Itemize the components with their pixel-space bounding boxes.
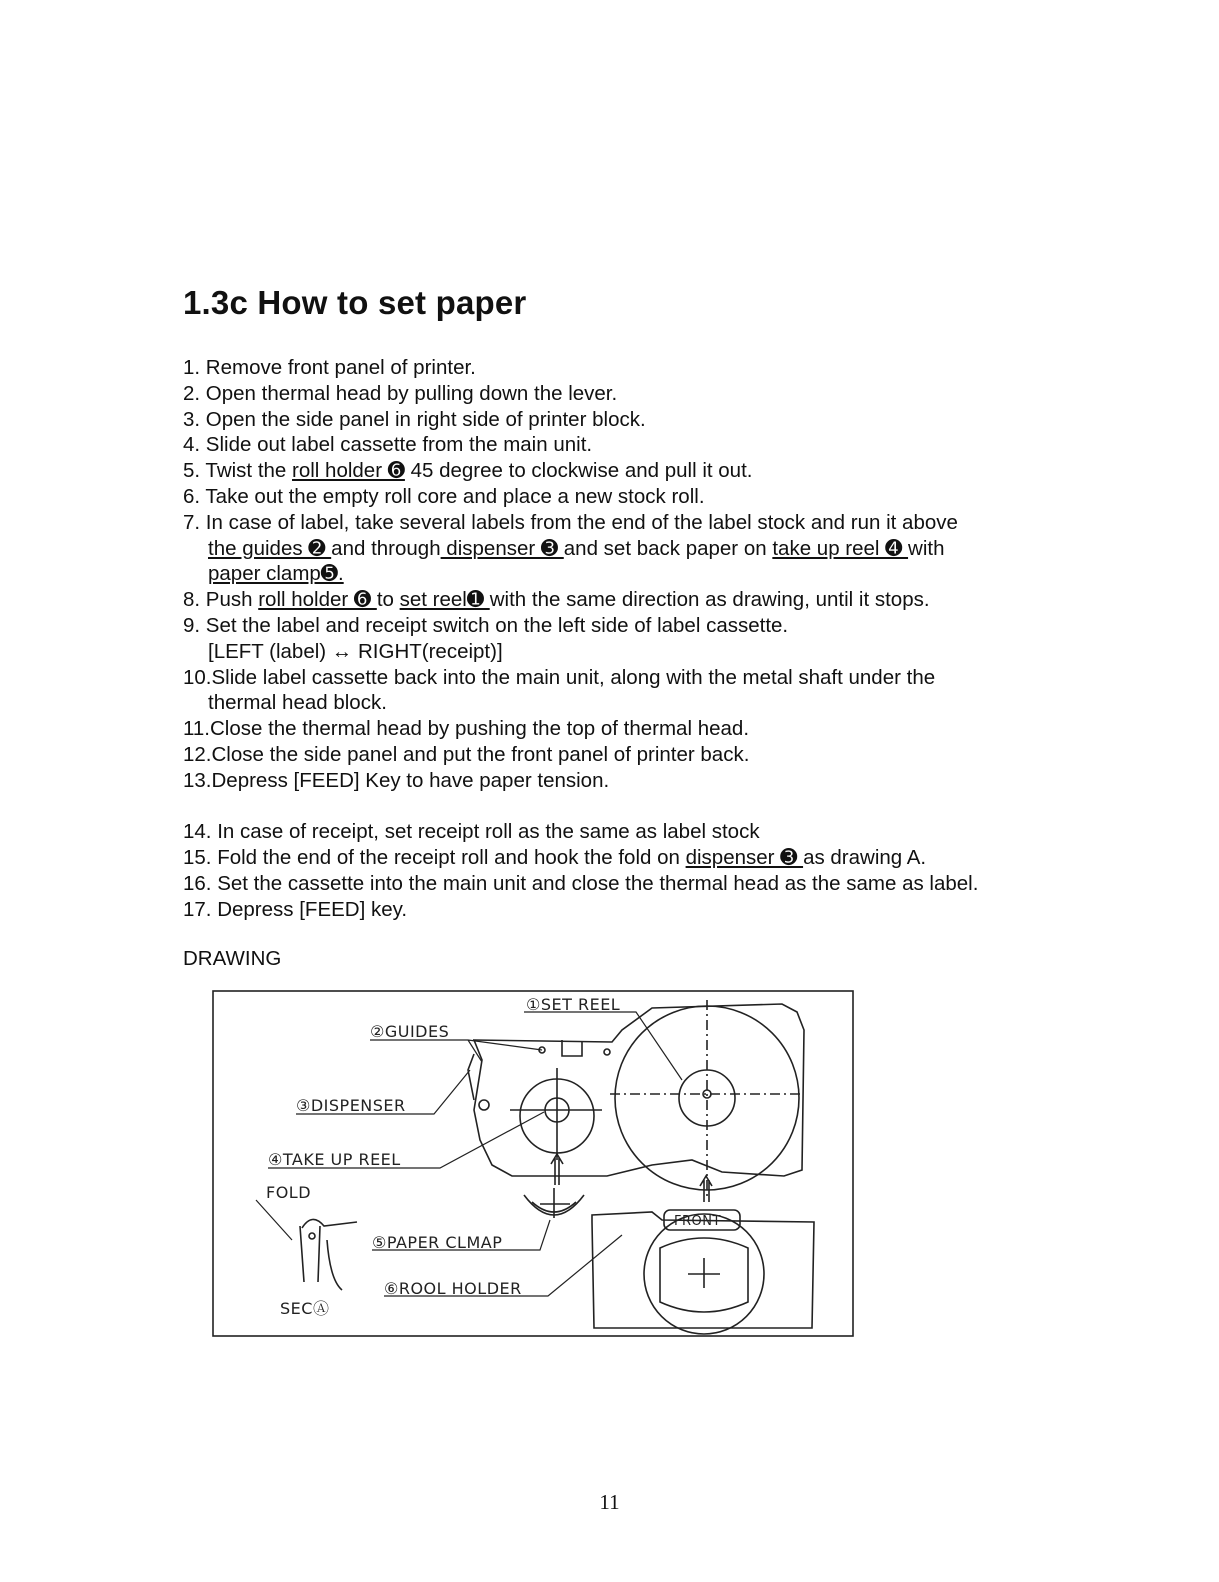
label-fold: FOLD [266, 1183, 312, 1202]
step-15 [183, 845, 1083, 871]
sec-a-fold-paper [302, 1219, 357, 1228]
set-reel-leader [524, 1012, 682, 1080]
label-set-reel: ①SET REEL [526, 995, 621, 1014]
step-16: 16. Set the cassette into the main unit and close the thermal head as the same as label. [183, 871, 979, 895]
step-9: 9. Set the label and receipt switch on the left side of label cassette. [183, 613, 789, 637]
step-15-text-a: 15. Fold the end of the receipt roll and hook the fold on [183, 846, 686, 870]
page-number: 11 [599, 1490, 620, 1514]
guides-leader [370, 1040, 542, 1062]
step-13: 13.Depress [FEED] Key to have paper tension. [183, 768, 610, 792]
step-9-cont: [LEFT (label) ↔ RIGHT(receipt)] [208, 639, 503, 663]
take-up-reel-crosshair [510, 1068, 602, 1160]
guide-pin [604, 1049, 610, 1055]
step-7-text-d: with [908, 536, 945, 560]
step-3: 3. Open the side panel in right side of printer block. [183, 407, 646, 431]
sec-a-curve [327, 1240, 342, 1290]
step-10: 10.Slide label cassette back into the main unit, along with the metal shaft under the [183, 665, 936, 689]
sec-a-pin [309, 1233, 315, 1239]
label-paper-clamp: ⑤PAPER CLMAP [372, 1233, 503, 1252]
step-2: 2. Open thermal head by pulling down the lever. [183, 381, 618, 405]
cassette-outline [474, 1004, 804, 1176]
step-12: 12.Close the side panel and put the front panel of printer back. [183, 742, 750, 766]
step-10-cont: thermal head block. [208, 691, 387, 715]
step-8-text-a: 8. Push [183, 588, 259, 612]
label-roll-holder: ⑥ROOL HOLDER [384, 1279, 522, 1298]
spacer [183, 794, 1083, 820]
step-5 [183, 458, 1083, 484]
step-1: 1. Remove front panel of printer. [183, 356, 476, 379]
label-front: FRONT [674, 1214, 721, 1229]
step-11: 11.Close the thermal head by pushing the top of thermal head. [183, 717, 750, 741]
fold-leader [256, 1200, 292, 1240]
step-17: 17. Depress [FEED] key. [183, 897, 408, 921]
step-4: 4. Slide out label cassette from the main unit. [183, 433, 593, 457]
step-5-text-a: 5. Twist the [183, 459, 293, 483]
instruction-list [183, 355, 1083, 923]
roll-holder-cross [688, 1258, 720, 1288]
page-title: 1.3c How to set paper [183, 284, 527, 321]
step-7-text-c: and set back paper on [563, 536, 773, 560]
guides-ref: the guides ➋ [208, 536, 332, 560]
step-7-cont [183, 536, 1083, 562]
label-take-up-reel: ④TAKE UP REEL [268, 1150, 401, 1169]
label-sec-a: SECⒶ [280, 1299, 330, 1318]
paper-setup-drawing [212, 990, 854, 1337]
guides-block [562, 1040, 582, 1056]
label-dispenser: ③DISPENSER [296, 1096, 406, 1115]
roll-holder-ref-2: roll holder ➏ [258, 588, 377, 612]
step-8-text-b: to [376, 588, 400, 612]
paper-clamp-ref: paper clamp➎. [208, 562, 344, 586]
dispenser-ref-2: dispenser ➌ [685, 846, 804, 870]
label-guides: ②GUIDES [370, 1022, 450, 1041]
arrow-up-holder [700, 1176, 712, 1202]
set-reel-ref: set reel➊ [399, 588, 490, 612]
drawing-svg [212, 990, 854, 1337]
step-6: 6. Take out the empty roll core and place a new stock roll. [183, 484, 705, 508]
step-8-text-c: with the same direction as drawing, until it stops. [489, 588, 930, 612]
step-7-cont2 [183, 561, 1083, 587]
roll-holder-ref: roll holder ➏ [292, 459, 405, 483]
step-7-text-b: and through [331, 536, 441, 560]
step-15-text-b: as drawing A. [803, 846, 927, 870]
step-7: 7. In case of label, take several labels from the end of the label stock and run it above [183, 510, 958, 534]
take-up-reel-ref: take up reel ➍ [772, 536, 909, 560]
drawing-caption: DRAWING [183, 947, 282, 970]
step-8 [183, 587, 1083, 613]
step-5-text-b: 45 degree to clockwise and pull it out. [404, 459, 753, 483]
dispenser-ref: dispenser ➌ [440, 536, 564, 560]
step-14: 14. In case of receipt, set receipt roll as the same as label stock [183, 820, 760, 844]
dispenser-edge [468, 1054, 474, 1100]
dispenser-hole [479, 1100, 489, 1110]
